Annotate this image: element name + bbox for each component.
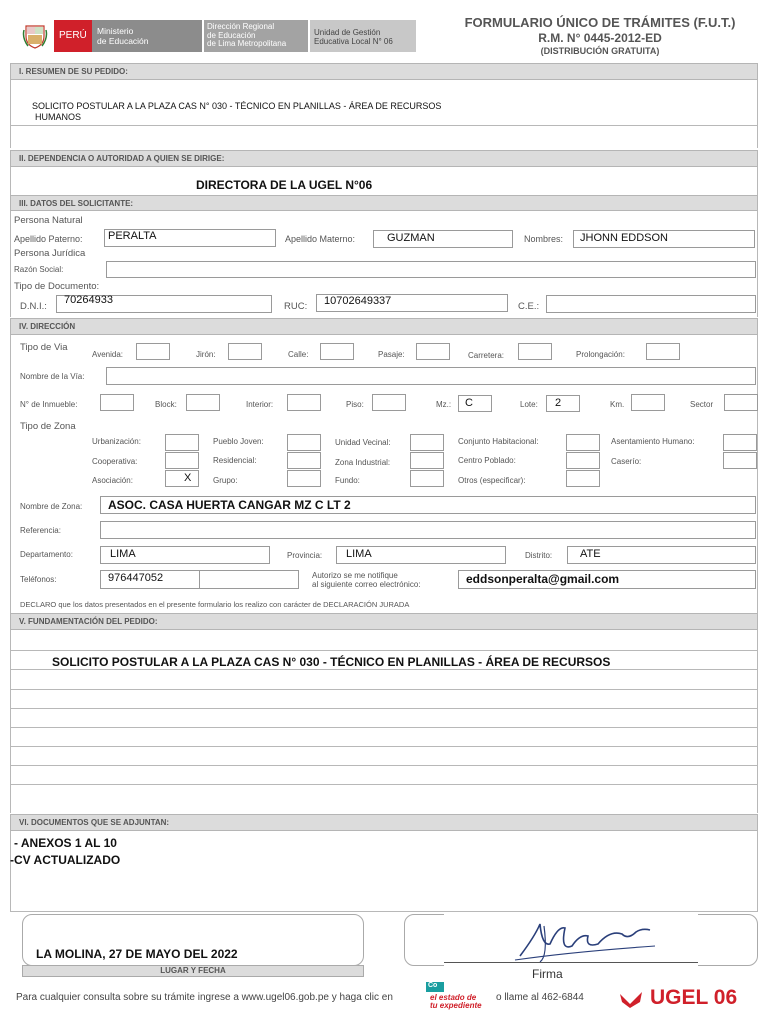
estado-expediente-link[interactable] xyxy=(430,994,482,1010)
razon-social-field[interactable] xyxy=(106,261,756,278)
section-documentos: VI. DOCUMENTOS QUE SE ADJUNTAN: xyxy=(10,814,758,831)
prolongacion-box[interactable] xyxy=(646,343,680,360)
header-logo-bar xyxy=(16,18,416,54)
autorizo-line2: al siguiente correo electrónico: xyxy=(312,580,421,589)
firma-line xyxy=(444,962,698,963)
documentos-bottom-line xyxy=(10,911,758,912)
fund-line-2 xyxy=(10,669,758,670)
apellido-paterno-value: PERALTA xyxy=(108,230,157,242)
apellido-materno-value: GUZMAN xyxy=(387,232,435,244)
dependencia-area xyxy=(10,167,758,195)
ministry-block xyxy=(92,20,202,52)
peru-brand-block: PERÚ xyxy=(54,20,92,52)
signature-icon xyxy=(510,916,660,966)
ce-field[interactable] xyxy=(546,295,756,313)
avenida-label: Avenida: xyxy=(92,350,123,359)
caserio-label: Caserío: xyxy=(611,457,642,466)
lugar-fecha-value[interactable]: LA MOLINA, 27 DE MAYO DEL 2022 xyxy=(36,947,238,961)
km-label: Km. xyxy=(610,400,625,409)
fundo-box[interactable] xyxy=(410,470,444,487)
fund-line-6 xyxy=(10,746,758,747)
documento-item-1[interactable]: - ANEXOS 1 AL 10 xyxy=(14,836,117,850)
conjunto-label: Conjunto Habitacional: xyxy=(458,437,539,446)
pasaje-box[interactable] xyxy=(416,343,450,360)
autorizo-line1: Autorizo se me notifique xyxy=(312,571,398,580)
apellido-materno-label: Apellido Materno: xyxy=(285,234,356,244)
referencia-label: Referencia: xyxy=(20,526,61,535)
conjunto-box[interactable] xyxy=(566,434,600,451)
resumen-area xyxy=(10,80,758,148)
fund-line-1 xyxy=(10,650,758,651)
grupo-label: Grupo: xyxy=(213,476,238,485)
dre-line1: Dirección Regional xyxy=(207,22,275,31)
urbanizacion-box[interactable] xyxy=(165,434,199,451)
ugel-line1: Unidad de Gestión xyxy=(314,28,381,37)
pueblo-joven-box[interactable] xyxy=(287,434,321,451)
unidad-vecinal-label: Unidad Vecinal: xyxy=(335,438,391,447)
provincia-value: LIMA xyxy=(346,548,372,560)
mz-value: C xyxy=(465,397,473,409)
telefonos-label: Teléfonos: xyxy=(20,575,57,584)
nombres-value: JHONN EDDSON xyxy=(580,232,669,244)
telefono-value: 976447052 xyxy=(108,572,164,584)
prolongacion-label: Prolongación: xyxy=(576,350,625,359)
section-solicitante: III. DATOS DEL SOLICITANTE: xyxy=(10,195,758,211)
nombre-zona-label: Nombre de Zona: xyxy=(20,502,83,511)
unidad-vecinal-box[interactable] xyxy=(410,434,444,451)
ministry-line2: de Educación xyxy=(97,36,149,46)
departamento-label: Departamento: xyxy=(20,550,73,559)
otros-box[interactable] xyxy=(566,470,600,487)
provincia-label: Provincia: xyxy=(287,551,323,560)
dni-value: 70264933 xyxy=(64,294,113,306)
ministry-line1: Ministerio xyxy=(97,26,134,36)
documento-item-2[interactable]: -CV ACTUALIZADO xyxy=(10,853,121,867)
fund-line-7 xyxy=(10,765,758,766)
zona-industrial-box[interactable] xyxy=(410,452,444,469)
interior-box[interactable] xyxy=(287,394,321,411)
fund-line-5 xyxy=(10,727,758,728)
dni-label: D.N.I.: xyxy=(20,301,47,312)
cooperativa-box[interactable] xyxy=(165,452,199,469)
nombres-label: Nombres: xyxy=(524,234,564,244)
dre-line3: de Lima Metropolitana xyxy=(207,39,287,48)
razon-social-label: Razón Social: xyxy=(14,265,64,274)
centro-poblado-box[interactable] xyxy=(566,452,600,469)
tipo-zona-label: Tipo de Zona xyxy=(20,421,76,432)
consulta-text: Para cualquier consulta sobre su trámite ingrese a www.ugel06.gob.pe y haga clic en xyxy=(16,992,393,1003)
n-inmueble-box[interactable] xyxy=(100,394,134,411)
departamento-value: LIMA xyxy=(110,548,136,560)
grupo-box[interactable] xyxy=(287,470,321,487)
lugar-fecha-label-bar: LUGAR Y FECHA xyxy=(22,965,364,977)
resumen-line1-text[interactable]: SOLICITO POSTULAR A LA PLAZA CAS N° 030 - TÉCNICO EN PLANILLAS - ÁREA DE RECURSOS xyxy=(32,101,442,111)
interior-label: Interior: xyxy=(246,400,274,409)
zona-industrial-label: Zona Industrial: xyxy=(335,458,391,467)
sector-box[interactable] xyxy=(724,394,758,411)
residencial-box[interactable] xyxy=(287,452,321,469)
persona-natural-label: Persona Natural xyxy=(14,215,83,226)
cooperativa-label: Cooperativa: xyxy=(92,457,138,466)
tipo-documento-label: Tipo de Documento: xyxy=(14,281,100,292)
tipo-via-label: Tipo de Via xyxy=(20,342,68,353)
section-fundamentacion: V. FUNDAMENTACIÓN DEL PEDIDO: xyxy=(10,613,758,630)
persona-juridica-label: Persona Jurídica xyxy=(14,248,86,259)
carretera-box[interactable] xyxy=(518,343,552,360)
n-inmueble-label: N° de Inmueble: xyxy=(20,400,78,409)
fund-line-4 xyxy=(10,708,758,709)
fund-line-3 xyxy=(10,689,758,690)
centro-poblado-label: Centro Poblado: xyxy=(458,456,516,465)
mz-box[interactable] xyxy=(458,395,492,412)
nombre-zona-value: ASOC. CASA HUERTA CANGAR MZ C LT 2 xyxy=(108,498,351,512)
coat-of-arms-icon xyxy=(22,22,48,50)
section-resumen: I. RESUMEN DE SU PEDIDO: xyxy=(10,63,758,80)
declaro-text: DECLARO que los datos presentados en el presente formulario los realizo con carácter de DECLARACIÓN JURADA xyxy=(20,600,410,609)
apellido-paterno-label: Apellido Paterno: xyxy=(14,234,83,244)
documentos-area xyxy=(10,831,758,911)
section-direccion: IV. DIRECCIÓN xyxy=(10,318,758,335)
firma-label: Firma xyxy=(532,967,563,981)
calle-box[interactable] xyxy=(320,343,354,360)
form-title: FORMULARIO ÚNICO DE TRÁMITES (F.U.T.) xyxy=(464,15,736,30)
dre-block xyxy=(204,20,308,52)
block-label: Block: xyxy=(155,400,177,409)
email-value: eddsonperalta@gmail.com xyxy=(466,572,620,586)
dependencia-value[interactable]: DIRECTORA DE LA UGEL N°06 xyxy=(196,178,373,192)
resumen-line2-text[interactable]: HUMANOS xyxy=(35,112,82,122)
km-box[interactable] xyxy=(631,394,665,411)
dre-line2: de Educación xyxy=(207,30,256,40)
ugel-logo-text: UGEL 06 xyxy=(650,986,738,1009)
piso-box[interactable] xyxy=(372,394,406,411)
piso-label: Piso: xyxy=(346,400,364,409)
residencial-label: Residencial: xyxy=(213,456,257,465)
carretera-label: Carretera: xyxy=(468,351,505,360)
form-dist: (DISTRIBUCIÓN GRATUITA) xyxy=(540,46,660,56)
jiron-box[interactable] xyxy=(228,343,262,360)
estado-line1: el estado de xyxy=(430,993,477,1002)
pasaje-label: Pasaje: xyxy=(378,350,405,359)
ruc-value: 10702649337 xyxy=(324,295,392,307)
lote-label: Lote: xyxy=(520,400,538,409)
llame-text: o llame al 462-6844 xyxy=(496,992,584,1003)
resumen-line-1 xyxy=(10,125,758,126)
calle-label: Calle: xyxy=(288,350,309,359)
avenida-box[interactable] xyxy=(136,343,170,360)
telefono-field-2[interactable] xyxy=(199,570,299,589)
sector-label: Sector xyxy=(690,400,714,409)
ruc-label: RUC: xyxy=(284,301,308,312)
section-dependencia: II. DEPENDENCIA O AUTORIDAD A QUIEN SE DIRIGE: xyxy=(10,150,758,167)
distrito-label: Distrito: xyxy=(525,551,553,560)
asociacion-mark: X xyxy=(184,472,192,484)
asociacion-label: Asociación: xyxy=(92,476,133,485)
asentamiento-label: Asentamiento Humano: xyxy=(611,437,695,446)
fundo-label: Fundo: xyxy=(335,476,360,485)
form-rm: R.M. N° 0445-2012-ED xyxy=(538,31,662,45)
fund-line-8 xyxy=(10,784,758,785)
lote-box[interactable] xyxy=(546,395,580,412)
nombre-via-label: Nombre de la Vía: xyxy=(20,372,85,381)
ugel-line2: Educativa Local N° 06 xyxy=(314,37,393,46)
urbanizacion-label: Urbanización: xyxy=(92,437,141,446)
block-box[interactable] xyxy=(186,394,220,411)
asentamiento-box[interactable] xyxy=(723,434,757,451)
pueblo-joven-label: Pueblo Joven: xyxy=(213,437,264,446)
co-tag: Co xyxy=(426,982,444,992)
fundamentacion-text[interactable]: SOLICITO POSTULAR A LA PLAZA CAS N° 030 - TÉCNICO EN PLANILLAS - ÁREA DE RECURSOS xyxy=(52,655,611,669)
ce-label: C.E.: xyxy=(518,301,540,312)
distrito-value: ATE xyxy=(580,548,601,560)
jiron-label: Jirón: xyxy=(196,350,216,359)
ugel-block xyxy=(310,20,416,52)
estado-line2: tu expediente xyxy=(430,1001,482,1010)
otros-label: Otros (especificar): xyxy=(458,476,526,485)
asociacion-box[interactable] xyxy=(165,470,199,487)
caserio-box[interactable] xyxy=(723,452,757,469)
lote-value: 2 xyxy=(555,397,562,409)
ugel-logo-icon xyxy=(618,990,644,1008)
mz-label: Mz.: xyxy=(436,400,452,409)
referencia-field[interactable] xyxy=(100,521,756,539)
nombre-via-field[interactable] xyxy=(106,367,756,385)
